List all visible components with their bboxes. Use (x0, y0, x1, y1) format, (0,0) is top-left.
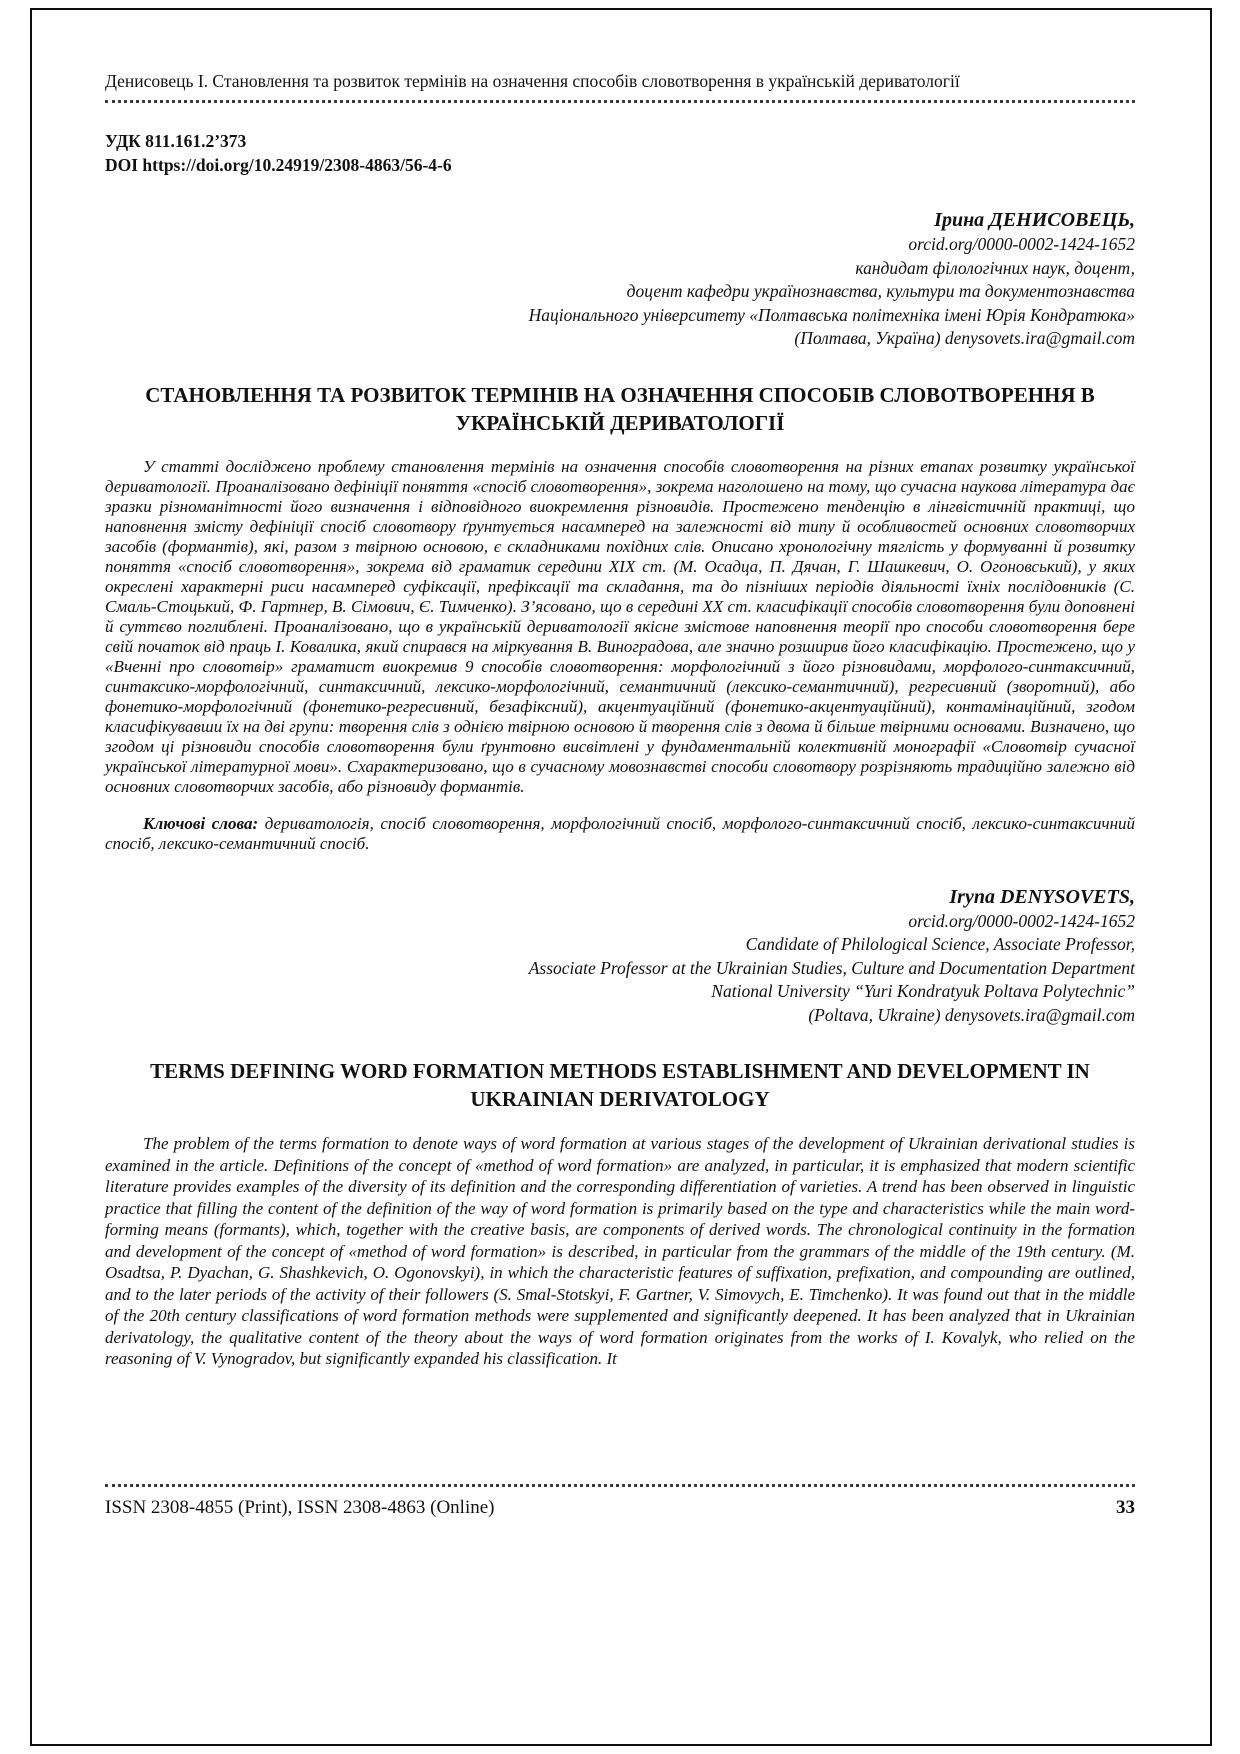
doi-link: DOI https://doi.org/10.24919/2308-4863/56-4-6 (105, 155, 452, 175)
footer-row (105, 1496, 1135, 1520)
author-name-uk: Ірина ДЕНИСОВЕЦЬ, (934, 209, 1135, 231)
keywords-uk (105, 814, 1135, 854)
author-contact-uk: (Полтава, Україна) denysovets.ira@gmail.com (794, 328, 1135, 348)
page-footer (105, 1484, 1135, 1520)
issn-line: ISSN 2308-4855 (Print), ISSN 2308-4863 (Online) (105, 1497, 495, 1518)
author-orcid-uk: orcid.org/0000-0002-1424-1652 (908, 234, 1135, 254)
page-content (105, 0, 1135, 1387)
keywords-text: дериватологія, спосіб словотворення, морфологічний спосіб, морфолого-синтаксичний спосіб, лексико-синтаксичний спосіб, лексико-семантичний спосіб. (105, 813, 1135, 853)
article-title-uk: СТАНОВЛЕННЯ ТА РОЗВИТОК ТЕРМІНІВ НА ОЗНАЧЕННЯ СПОСОБІВ СЛОВОТВОРЕННЯ В УКРАЇНСЬКІЙ ДЕРИВАТОЛОГІЇ (145, 382, 1095, 435)
author-name-en: Iryna DENYSOVETS, (949, 885, 1135, 908)
author-block-en (105, 884, 1135, 1028)
dotted-divider-bottom (105, 1484, 1135, 1487)
author-degree-en: Candidate of Philological Science, Associate Professor, (745, 934, 1135, 954)
author-orcid-en: orcid.org/0000-0002-1424-1652 (908, 910, 1135, 931)
article-meta (105, 129, 1135, 177)
author-position-uk: доцент кафедри українознавства, культури та документознавства (626, 281, 1135, 301)
author-contact-en: (Poltava, Ukraine) denysovets.ira@gmail.com (808, 1004, 1135, 1025)
udk-code: УДК 811.161.2’373 (105, 131, 247, 151)
abstract-uk: У статті досліджено проблему становлення термінів на означення способів словотворення на різних етапах розвитку української дериватології. Проаналізовано дефініції поняття «спосіб словотворення», зокрема наголошено на тому, що сучасна наукова література дає зразки різноманітності його визначення і відповідного виокремлення різновидів. Простежено тенденцію в лінгвістичній практиці, що наповнення змісту дефініції спосіб словотвору ґрунтується насамперед на залежності від типу й особливостей основних словотворчих засобів (формантів), які, разом з твірною основою, є складниками похідних слів. Описано хронологічну тяглість у формуванні й розвитку поняття «спосіб словотворення», зокрема від граматик середини XIX ст. (М. Осадца, П. Дячан, Г. Шашкевич, О. Огоновський), у яких окреслені характерні риси насамперед суфіксації, префіксації та складання, та до пізніших періодів діяльності їхніх послідовників (С. Смаль-Стоцький, Ф. Гартнер, В. Сімович, Є. Тимченко). З’ясовано, що в середині XX ст. класифікації способів словотворення були доповнені й суттєво поглиблені. Проаналізовано, що в українській дериватології якісне змістове наповнення теорії про способи словотворення бере свій початок від праць І. Ковалика, який спирався на міркування В. Виноградова, але значно розширив його класифікацію. Простежено, що у «Вченні про словотвір» граматист виокремив 9 способів словотворення: морфологічний з його різновидами, морфолого-синтаксичний, синтаксико-морфологічний, синтаксичний, лексико-морфологічний, семантичний (лексико-семантичний), регресивний (зворотний), або фонетико-морфологічний (фонетико-регресивний, безафіксний), акцентуаційний (фонетико-акцентуаційний), контамінаційний, згодом класифікувавши їх на дві групи: творення слів з однією твірною основою й творення слів з двома й більше твірними основами. Визначено, що згодом ці різновиди способів словотворення були ґрунтовно висвітлені у фундаментальній колективній монографії «Словотвір сучасної української літературної мови». Схарактеризовано, що в сучасному мовознавстві способи словотвору розрізняють традиційно залежно від основних словотворчих засобів, або різновиду формантів. (105, 456, 1135, 796)
author-affiliation-uk: Національного університету «Полтавська політехніка імені Юрія Кондратюка» (528, 304, 1135, 325)
dotted-divider-top (105, 100, 1135, 103)
abstract-en: The problem of the terms formation to denote ways of word formation at various stages of the development of Ukrainian derivational studies is examined in the article. Definitions of the concept of «method of word formation» are analyzed, in particular, it is emphasized that modern scientific literature provides examples of the diversity of its definition and the corresponding differentiation of varieties. A trend has been observed in linguistic practice that filling the content of the definition of the way of word formation is primarily based on the type and characteristics while the main word-forming means (formants), which, together with the creative basis, are components of derived words. The chronological continuity in the formation and development of the concept of «method of word formation» is described, in particular from the grammars of the middle of the 19th century. (M. Osadtsa, P. Dyachan, G. Shashkevich, O. Ogonovskyi), in which the characteristic features of suffixation, prefixation, and compounding are outlined, and to the later periods of the activity of their followers (S. Smal-Stotskyi, F. Gartner, V. Simovych, E. Timchenko). It was found out that in the middle of the 20th century classifications of word formation methods were supplemented and significantly deepened. It has been analyzed that in Ukrainian derivatology, the qualitative content of the theory about the ways of word formation originates from the works of I. Kovalyk, who relied on the reasoning of V. Vynogradov, but significantly expanded his classification. It (105, 1134, 1135, 1368)
keywords-label: Ключові слова: (143, 813, 259, 833)
author-position-en: Associate Professor at the Ukrainian Studies, Culture and Documentation Department (528, 957, 1135, 978)
author-block-uk (105, 207, 1135, 351)
running-head: Денисовець І. Становлення та розвиток термінів на означення способів словотворення в українській дериватології (105, 71, 960, 91)
author-affiliation-en: National University “Yuri Kondratyuk Poltava Polytechnic” (711, 981, 1135, 1001)
author-degree-uk: кандидат філологічних наук, доцент, (855, 257, 1135, 278)
page-number: 33 (1116, 1497, 1135, 1518)
article-title-en: TERMS DEFINING WORD FORMATION METHODS ESTABLISHMENT AND DEVELOPMENT IN UKRAINIAN DERIVATOLOGY (150, 1059, 1090, 1111)
